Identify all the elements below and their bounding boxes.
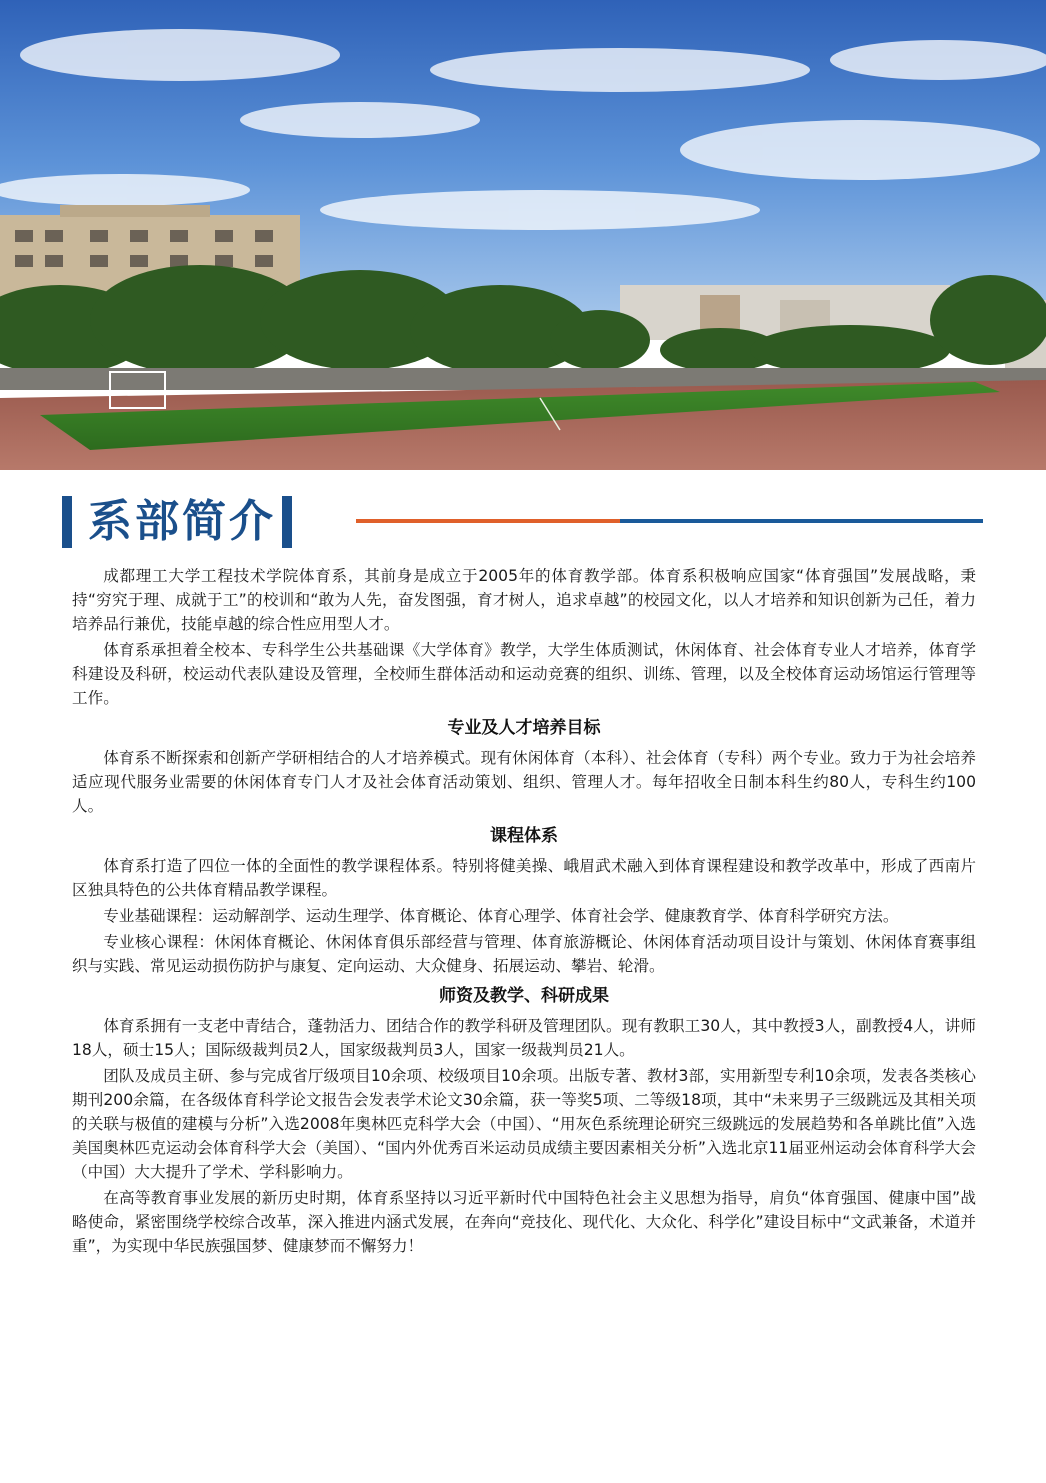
title-accent-bar-left [62,496,72,548]
course-paragraph-2: 专业基础课程：运动解剖学、运动生理学、体育概论、体育心理学、体育社会学、健康教育学、体育科学研究方法。 [103,907,899,925]
intro-paragraph-1: 成都理工大学工程技术学院体育系，其前身是成立于2005年的体育教学部。体育系积极响应国家“体育强国”发展战略，秉持“穷究于理、成就于工”的校训和“敢为人先，奋发图强，育才树人，追求卓越”的校园文化，以人才培养和知识创新为己任，着力培养品行兼优，技能卓越的综合性应用型人才。 [72,567,976,633]
faculty-paragraph-1: 体育系拥有一支老中青结合，蓬勃活力、团结合作的教学科研及管理团队。现有教职工30人，其中教授3人，副教授4人，讲师18人，硕士15人；国际级裁判员2人，国家级裁判员3人，国家一级裁判员21人。 [72,1017,976,1059]
faculty-paragraph-2: 团队及成员主研、参与完成省厅级项目10余项、校级项目10余项。出版专著、教材3部，实用新型专利10余项，发表各类核心期刊200余篇，在各级体育科学论文报告会发表学术论文30余篇，获一等奖5项、二等级18项，其中“未来男子三级跳远及其相关项的关联与极值的建模与分析”入选2008年奥林匹克科学大会（中国）、“用灰色系统理论研究三级跳远的发展趋势和各单跳比值”入选美国奥林匹克运动会体育科学大会（美国）、“国内外优秀百米运动员成绩主要因素相关分析”入选北京11届亚州运动会体育科学大会（中国）大大提升了学术、学科影响力。 [72,1067,976,1181]
heading-major: 专业及人才培养目标 [447,718,601,738]
intro-paragraph-2: 体育系承担着全校本、专科学生公共基础课《大学体育》教学，大学生体质测试，休闲体育、社会体育专业人才培养，体育学科建设及科研，校运动代表队建设及管理，全校师生群体活动和运动竞赛的组织、训练、管理，以及全校体育运动场馆运行管理等工作。 [72,641,976,707]
heading-faculty: 师资及教学、科研成果 [439,986,609,1006]
faculty-paragraph-3: 在高等教育事业发展的新历史时期，体育系坚持以习近平新时代中国特色社会主义思想为指导，肩负“体育强国、健康中国”战略使命，紧密围绕学校综合改革，深入推进内涵式发展，在奔向“竞技化、现代化、大众化、科学化”建设目标中“文武兼备，术道并重”，为实现中华民族强国梦、健康梦而不懈努力！ [72,1189,976,1255]
major-paragraph-1: 体育系不断探索和创新产学研相结合的人才培养模式。现有休闲体育（本科）、社会体育（专科）两个专业。致力于为社会培养适应现代服务业需要的休闲体育专门人才及社会体育活动策划、组织、管理人才。每年招收全日制本科生约80人，专科生约100人。 [72,749,976,815]
title-rule-blue [620,519,983,523]
section-title: 系部简介 [88,496,276,547]
heading-course: 课程体系 [490,826,558,846]
course-paragraph-3: 专业核心课程：休闲体育概论、休闲体育俱乐部经营与管理、体育旅游概论、休闲体育活动项目设计与策划、休闲体育赛事组织与实践、常见运动损伤防护与康复、定向运动、大众健身、拓展运动、攀岩、轮滑。 [72,933,976,975]
section-header [62,496,292,548]
hero-stadium-photo [0,0,1046,470]
article-body [72,564,976,1260]
course-paragraph-1: 体育系打造了四位一体的全面性的教学课程体系。特别将健美操、峨眉武术融入到体育课程建设和教学改革中，形成了西南片区独具特色的公共体育精品教学课程。 [72,857,976,899]
title-accent-bar-right [282,496,292,548]
title-rule-orange [356,519,620,523]
